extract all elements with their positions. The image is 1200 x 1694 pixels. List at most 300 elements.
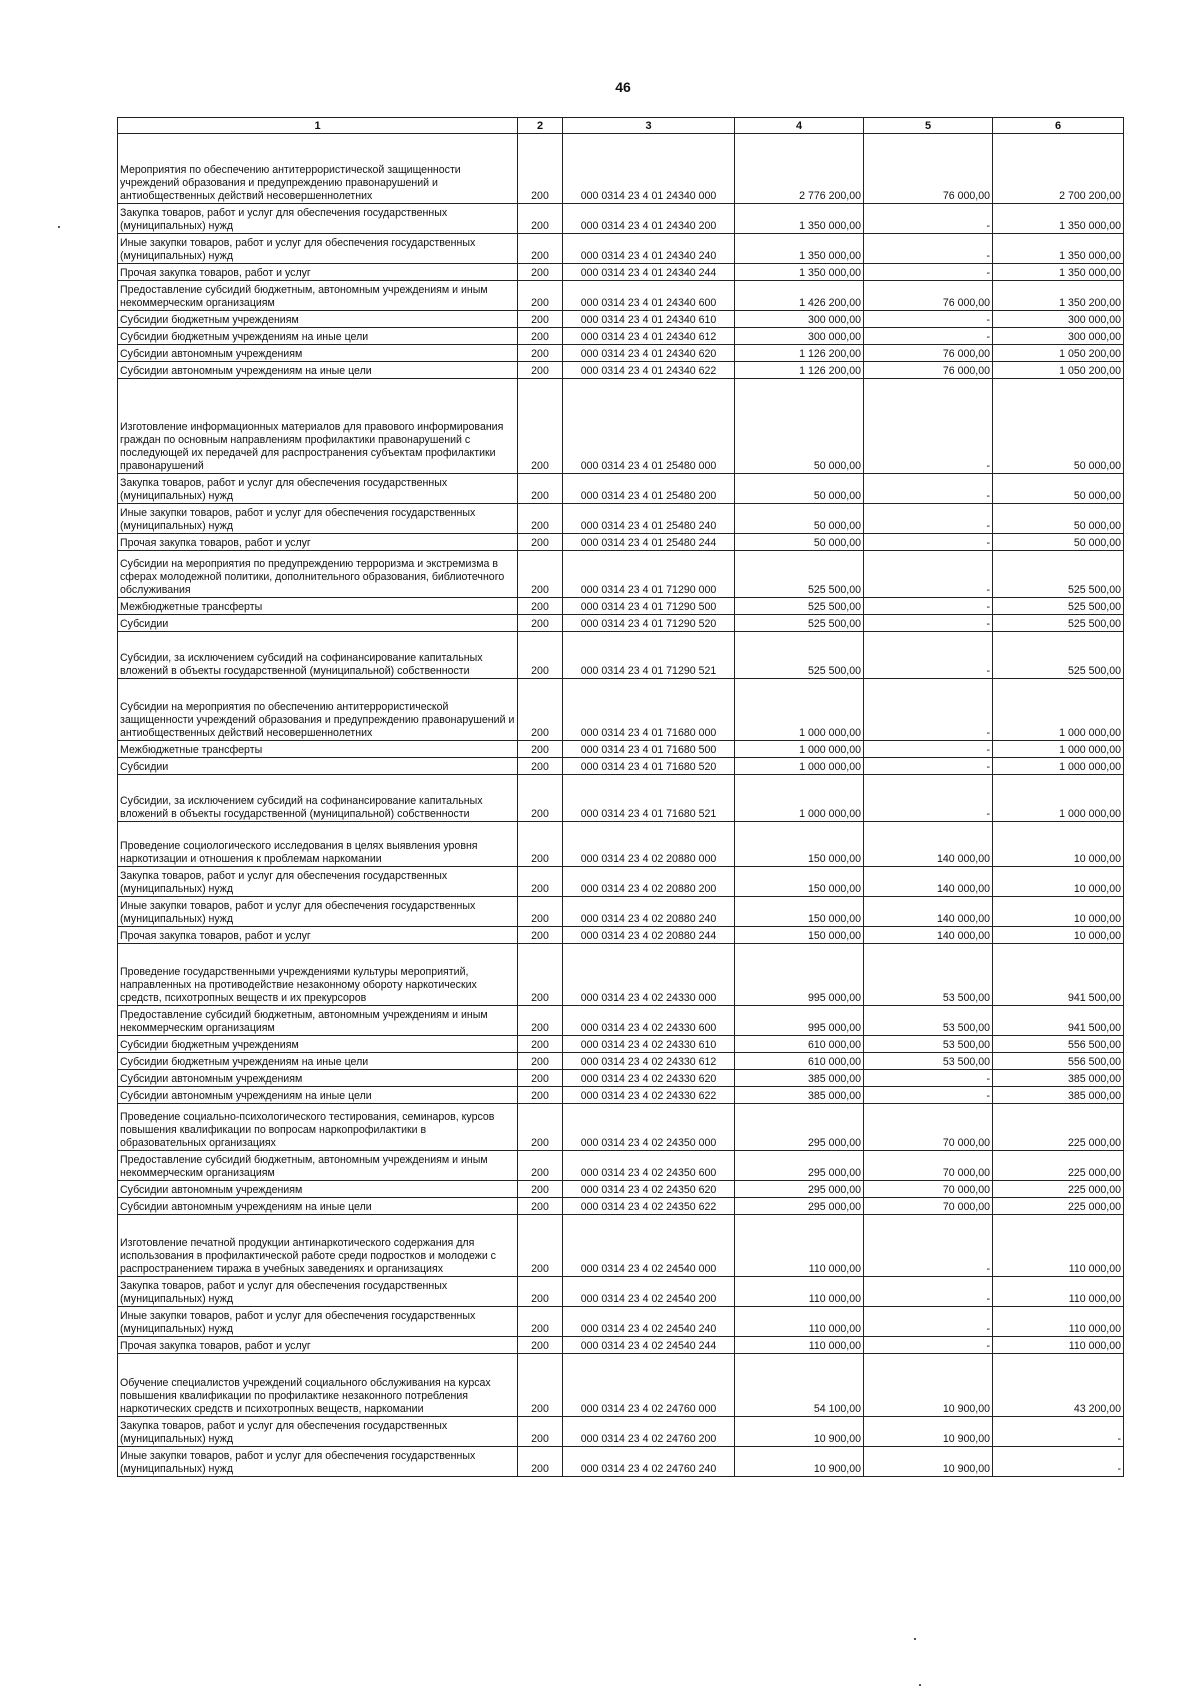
executed-amount-cell: 10 900,00 xyxy=(864,1417,993,1447)
item-name-cell: Межбюджетные трансферты xyxy=(118,598,518,615)
approved-amount-cell: 50 000,00 xyxy=(735,379,864,474)
line-code-cell: 200 xyxy=(518,311,563,328)
table-row xyxy=(118,1277,1124,1307)
executed-amount-cell: 140 000,00 xyxy=(864,897,993,927)
table-row xyxy=(118,1215,1124,1277)
executed-amount-cell: 10 900,00 xyxy=(864,1354,993,1417)
line-code-cell: 200 xyxy=(518,281,563,311)
remaining-amount-cell: 10 000,00 xyxy=(993,897,1124,927)
remaining-amount-cell: 110 000,00 xyxy=(993,1277,1124,1307)
table-row xyxy=(118,379,1124,474)
column-header-1: 1 xyxy=(118,118,518,134)
table-row xyxy=(118,1151,1124,1181)
column-header-5: 5 xyxy=(864,118,993,134)
item-name-cell: Прочая закупка товаров, работ и услуг xyxy=(118,534,518,551)
header-row xyxy=(118,118,1124,134)
executed-amount-cell: - xyxy=(864,758,993,775)
executed-amount-cell: - xyxy=(864,632,993,679)
item-name-cell: Проведение государственными учреждениями культуры мероприятий, направленных на противодействие незаконному обороту наркотических средств, психотропных веществ и их прекурсоров xyxy=(118,944,518,1006)
executed-amount-cell: - xyxy=(864,679,993,741)
table-row xyxy=(118,897,1124,927)
executed-amount-cell: 76 000,00 xyxy=(864,362,993,379)
table-row xyxy=(118,944,1124,1006)
budget-code-cell: 000 0314 23 4 01 71290 500 xyxy=(563,598,735,615)
table-row xyxy=(118,204,1124,234)
remaining-amount-cell: 225 000,00 xyxy=(993,1104,1124,1151)
remaining-amount-cell: - xyxy=(993,1447,1124,1477)
approved-amount-cell: 110 000,00 xyxy=(735,1307,864,1337)
approved-amount-cell: 385 000,00 xyxy=(735,1070,864,1087)
executed-amount-cell: - xyxy=(864,234,993,264)
executed-amount-cell: - xyxy=(864,1215,993,1277)
scan-speck xyxy=(914,1638,916,1640)
approved-amount-cell: 110 000,00 xyxy=(735,1277,864,1307)
line-code-cell: 200 xyxy=(518,345,563,362)
remaining-amount-cell: 385 000,00 xyxy=(993,1087,1124,1104)
budget-code-cell: 000 0314 23 4 02 24540 200 xyxy=(563,1277,735,1307)
approved-amount-cell: 110 000,00 xyxy=(735,1215,864,1277)
line-code-cell: 200 xyxy=(518,1277,563,1307)
executed-amount-cell: - xyxy=(864,741,993,758)
line-code-cell: 200 xyxy=(518,204,563,234)
table-row xyxy=(118,311,1124,328)
executed-amount-cell: - xyxy=(864,264,993,281)
item-name-cell: Закупка товаров, работ и услуг для обеспечения государственных (муниципальных) нужд xyxy=(118,474,518,504)
line-code-cell: 200 xyxy=(518,1053,563,1070)
table-row xyxy=(118,1447,1124,1477)
remaining-amount-cell: 50 000,00 xyxy=(993,504,1124,534)
budget-code-cell: 000 0314 23 4 02 20880 240 xyxy=(563,897,735,927)
item-name-cell: Субсидии, за исключением субсидий на софинансирование капитальных вложений в объекты государственной (муниципальной) собственности xyxy=(118,632,518,679)
remaining-amount-cell: 10 000,00 xyxy=(993,867,1124,897)
item-name-cell: Проведение социально-психологического тестирования, семинаров, курсов повышения квалификации по вопросам наркопрофилактики в образовательных организациях xyxy=(118,1104,518,1151)
remaining-amount-cell: 110 000,00 xyxy=(993,1215,1124,1277)
table-row xyxy=(118,1006,1124,1036)
line-code-cell: 200 xyxy=(518,234,563,264)
budget-code-cell: 000 0314 23 4 02 20880 000 xyxy=(563,822,735,867)
budget-code-cell: 000 0314 23 4 02 24540 000 xyxy=(563,1215,735,1277)
item-name-cell: Прочая закупка товаров, работ и услуг xyxy=(118,264,518,281)
budget-table xyxy=(117,117,1124,1477)
item-name-cell: Межбюджетные трансферты xyxy=(118,741,518,758)
executed-amount-cell: - xyxy=(864,379,993,474)
remaining-amount-cell: 110 000,00 xyxy=(993,1307,1124,1337)
item-name-cell: Субсидии автономным учреждениям xyxy=(118,1181,518,1198)
line-code-cell: 200 xyxy=(518,504,563,534)
budget-code-cell: 000 0314 23 4 01 24340 600 xyxy=(563,281,735,311)
remaining-amount-cell: 1 350 000,00 xyxy=(993,234,1124,264)
line-code-cell: 200 xyxy=(518,1151,563,1181)
item-name-cell: Прочая закупка товаров, работ и услуг xyxy=(118,927,518,944)
line-code-cell: 200 xyxy=(518,362,563,379)
scan-speck xyxy=(58,226,60,228)
remaining-amount-cell: 2 700 200,00 xyxy=(993,134,1124,204)
line-code-cell: 200 xyxy=(518,679,563,741)
budget-code-cell: 000 0314 23 4 01 71290 520 xyxy=(563,615,735,632)
budget-code-cell: 000 0314 23 4 01 71680 000 xyxy=(563,679,735,741)
budget-code-cell: 000 0314 23 4 01 24340 244 xyxy=(563,264,735,281)
column-header-3: 3 xyxy=(563,118,735,134)
table-row xyxy=(118,822,1124,867)
executed-amount-cell: - xyxy=(864,204,993,234)
approved-amount-cell: 295 000,00 xyxy=(735,1151,864,1181)
table-row xyxy=(118,867,1124,897)
budget-code-cell: 000 0314 23 4 01 24340 610 xyxy=(563,311,735,328)
table-row xyxy=(118,758,1124,775)
executed-amount-cell: 76 000,00 xyxy=(864,134,993,204)
executed-amount-cell: 76 000,00 xyxy=(864,345,993,362)
table-row xyxy=(118,741,1124,758)
table-row xyxy=(118,1354,1124,1417)
executed-amount-cell: 53 500,00 xyxy=(864,1053,993,1070)
approved-amount-cell: 2 776 200,00 xyxy=(735,134,864,204)
remaining-amount-cell: 1 350 000,00 xyxy=(993,204,1124,234)
remaining-amount-cell: 1 050 200,00 xyxy=(993,345,1124,362)
item-name-cell: Субсидии на мероприятия по предупреждению терроризма и экстремизма в сферах молодежной политики, дополнительного образования, библиотечного обслуживания xyxy=(118,551,518,598)
executed-amount-cell: 76 000,00 xyxy=(864,281,993,311)
budget-code-cell: 000 0314 23 4 02 24540 240 xyxy=(563,1307,735,1337)
remaining-amount-cell: 300 000,00 xyxy=(993,311,1124,328)
line-code-cell: 200 xyxy=(518,615,563,632)
item-name-cell: Закупка товаров, работ и услуг для обеспечения государственных (муниципальных) нужд xyxy=(118,1417,518,1447)
item-name-cell: Изготовление печатной продукции антинаркотического содержания для использования в профилактической работе среди подростков и молодежи с распространением тиража в учебных заведениях и организациях xyxy=(118,1215,518,1277)
remaining-amount-cell: 1 350 200,00 xyxy=(993,281,1124,311)
executed-amount-cell: 53 500,00 xyxy=(864,1006,993,1036)
approved-amount-cell: 295 000,00 xyxy=(735,1181,864,1198)
remaining-amount-cell: 10 000,00 xyxy=(993,927,1124,944)
remaining-amount-cell: 225 000,00 xyxy=(993,1151,1124,1181)
budget-code-cell: 000 0314 23 4 02 24330 612 xyxy=(563,1053,735,1070)
item-name-cell: Проведение социологического исследования в целях выявления уровня наркотизации и отношения к проблемам наркомании xyxy=(118,822,518,867)
line-code-cell: 200 xyxy=(518,1417,563,1447)
table-row xyxy=(118,1198,1124,1215)
approved-amount-cell: 525 500,00 xyxy=(735,615,864,632)
line-code-cell: 200 xyxy=(518,632,563,679)
item-name-cell: Закупка товаров, работ и услуг для обеспечения государственных (муниципальных) нужд xyxy=(118,867,518,897)
approved-amount-cell: 1 126 200,00 xyxy=(735,345,864,362)
remaining-amount-cell: 556 500,00 xyxy=(993,1036,1124,1053)
budget-code-cell: 000 0314 23 4 01 71680 520 xyxy=(563,758,735,775)
budget-code-cell: 000 0314 23 4 01 71680 500 xyxy=(563,741,735,758)
approved-amount-cell: 1 350 000,00 xyxy=(735,234,864,264)
table-row xyxy=(118,551,1124,598)
executed-amount-cell: - xyxy=(864,504,993,534)
executed-amount-cell: - xyxy=(864,615,993,632)
remaining-amount-cell: 50 000,00 xyxy=(993,379,1124,474)
table-row xyxy=(118,234,1124,264)
budget-code-cell: 000 0314 23 4 01 71680 521 xyxy=(563,775,735,822)
remaining-amount-cell: 525 500,00 xyxy=(993,632,1124,679)
executed-amount-cell: 10 900,00 xyxy=(864,1447,993,1477)
approved-amount-cell: 50 000,00 xyxy=(735,474,864,504)
executed-amount-cell: - xyxy=(864,1070,993,1087)
item-name-cell: Иные закупки товаров, работ и услуг для обеспечения государственных (муниципальных) нужд xyxy=(118,234,518,264)
remaining-amount-cell: 556 500,00 xyxy=(993,1053,1124,1070)
approved-amount-cell: 385 000,00 xyxy=(735,1087,864,1104)
remaining-amount-cell: 110 000,00 xyxy=(993,1337,1124,1354)
line-code-cell: 200 xyxy=(518,1337,563,1354)
line-code-cell: 200 xyxy=(518,1006,563,1036)
line-code-cell: 200 xyxy=(518,1087,563,1104)
executed-amount-cell: 70 000,00 xyxy=(864,1104,993,1151)
item-name-cell: Закупка товаров, работ и услуг для обеспечения государственных (муниципальных) нужд xyxy=(118,204,518,234)
remaining-amount-cell: 10 000,00 xyxy=(993,822,1124,867)
item-name-cell: Субсидии бюджетным учреждениям xyxy=(118,311,518,328)
table-row xyxy=(118,775,1124,822)
budget-code-cell: 000 0314 23 4 01 24340 622 xyxy=(563,362,735,379)
approved-amount-cell: 300 000,00 xyxy=(735,311,864,328)
line-code-cell: 200 xyxy=(518,1215,563,1277)
table-row xyxy=(118,345,1124,362)
line-code-cell: 200 xyxy=(518,551,563,598)
line-code-cell: 200 xyxy=(518,944,563,1006)
approved-amount-cell: 150 000,00 xyxy=(735,822,864,867)
budget-code-cell: 000 0314 23 4 01 25480 200 xyxy=(563,474,735,504)
budget-code-cell: 000 0314 23 4 02 20880 244 xyxy=(563,927,735,944)
budget-code-cell: 000 0314 23 4 02 24350 000 xyxy=(563,1104,735,1151)
line-code-cell: 200 xyxy=(518,264,563,281)
remaining-amount-cell: 941 500,00 xyxy=(993,944,1124,1006)
table-row xyxy=(118,362,1124,379)
item-name-cell: Субсидии xyxy=(118,758,518,775)
budget-code-cell: 000 0314 23 4 02 20880 200 xyxy=(563,867,735,897)
column-header-4: 4 xyxy=(735,118,864,134)
line-code-cell: 200 xyxy=(518,897,563,927)
remaining-amount-cell: 300 000,00 xyxy=(993,328,1124,345)
executed-amount-cell: - xyxy=(864,1307,993,1337)
budget-code-cell: 000 0314 23 4 01 71290 521 xyxy=(563,632,735,679)
item-name-cell: Закупка товаров, работ и услуг для обеспечения государственных (муниципальных) нужд xyxy=(118,1277,518,1307)
executed-amount-cell: 140 000,00 xyxy=(864,927,993,944)
table-row xyxy=(118,1307,1124,1337)
approved-amount-cell: 525 500,00 xyxy=(735,632,864,679)
line-code-cell: 200 xyxy=(518,328,563,345)
approved-amount-cell: 54 100,00 xyxy=(735,1354,864,1417)
table-row xyxy=(118,328,1124,345)
executed-amount-cell: 53 500,00 xyxy=(864,944,993,1006)
remaining-amount-cell: - xyxy=(993,1417,1124,1447)
item-name-cell: Субсидии на мероприятия по обеспечению антитеррористической защищенности учреждений образования и предупреждению правонарушений и антиобщественных действий несовершеннолетних xyxy=(118,679,518,741)
budget-code-cell: 000 0314 23 4 01 25480 244 xyxy=(563,534,735,551)
remaining-amount-cell: 1 000 000,00 xyxy=(993,679,1124,741)
approved-amount-cell: 150 000,00 xyxy=(735,867,864,897)
line-code-cell: 200 xyxy=(518,867,563,897)
item-name-cell: Прочая закупка товаров, работ и услуг xyxy=(118,1337,518,1354)
approved-amount-cell: 610 000,00 xyxy=(735,1036,864,1053)
budget-code-cell: 000 0314 23 4 02 24760 000 xyxy=(563,1354,735,1417)
line-code-cell: 200 xyxy=(518,1104,563,1151)
remaining-amount-cell: 43 200,00 xyxy=(993,1354,1124,1417)
item-name-cell: Предоставление субсидий бюджетным, автономным учреждениям и иным некоммерческим организациям xyxy=(118,1151,518,1181)
table-row xyxy=(118,615,1124,632)
budget-code-cell: 000 0314 23 4 02 24330 600 xyxy=(563,1006,735,1036)
line-code-cell: 200 xyxy=(518,741,563,758)
approved-amount-cell: 110 000,00 xyxy=(735,1337,864,1354)
executed-amount-cell: 70 000,00 xyxy=(864,1181,993,1198)
item-name-cell: Обучение специалистов учреждений социального обслуживания на курсах повышения квалификации по профилактике незаконного потребления наркотических средств и психотропных веществ, наркомании xyxy=(118,1354,518,1417)
executed-amount-cell: - xyxy=(864,775,993,822)
approved-amount-cell: 525 500,00 xyxy=(735,551,864,598)
budget-code-cell: 000 0314 23 4 01 24340 240 xyxy=(563,234,735,264)
item-name-cell: Субсидии xyxy=(118,615,518,632)
remaining-amount-cell: 50 000,00 xyxy=(993,474,1124,504)
budget-code-cell: 000 0314 23 4 02 24350 622 xyxy=(563,1198,735,1215)
table-row xyxy=(118,534,1124,551)
scan-speck xyxy=(919,1684,921,1686)
approved-amount-cell: 1 126 200,00 xyxy=(735,362,864,379)
approved-amount-cell: 10 900,00 xyxy=(735,1447,864,1477)
budget-code-cell: 000 0314 23 4 01 24340 000 xyxy=(563,134,735,204)
approved-amount-cell: 1 350 000,00 xyxy=(735,264,864,281)
line-code-cell: 200 xyxy=(518,534,563,551)
budget-code-cell: 000 0314 23 4 01 24340 612 xyxy=(563,328,735,345)
executed-amount-cell: - xyxy=(864,1337,993,1354)
budget-code-cell: 000 0314 23 4 02 24540 244 xyxy=(563,1337,735,1354)
approved-amount-cell: 1 000 000,00 xyxy=(735,679,864,741)
budget-code-cell: 000 0314 23 4 02 24330 620 xyxy=(563,1070,735,1087)
table-row xyxy=(118,1181,1124,1198)
remaining-amount-cell: 525 500,00 xyxy=(993,615,1124,632)
table-row xyxy=(118,679,1124,741)
executed-amount-cell: 53 500,00 xyxy=(864,1036,993,1053)
remaining-amount-cell: 1 350 000,00 xyxy=(993,264,1124,281)
approved-amount-cell: 150 000,00 xyxy=(735,897,864,927)
line-code-cell: 200 xyxy=(518,1181,563,1198)
executed-amount-cell: 70 000,00 xyxy=(864,1198,993,1215)
item-name-cell: Иные закупки товаров, работ и услуг для обеспечения государственных (муниципальных) нужд xyxy=(118,504,518,534)
item-name-cell: Иные закупки товаров, работ и услуг для обеспечения государственных (муниципальных) нужд xyxy=(118,1307,518,1337)
item-name-cell: Иные закупки товаров, работ и услуг для обеспечения государственных (муниципальных) нужд xyxy=(118,1447,518,1477)
remaining-amount-cell: 525 500,00 xyxy=(993,598,1124,615)
line-code-cell: 200 xyxy=(518,379,563,474)
budget-code-cell: 000 0314 23 4 01 71290 000 xyxy=(563,551,735,598)
table-row xyxy=(118,1036,1124,1053)
item-name-cell: Субсидии бюджетным учреждениям xyxy=(118,1036,518,1053)
line-code-cell: 200 xyxy=(518,1070,563,1087)
budget-code-cell: 000 0314 23 4 02 24330 610 xyxy=(563,1036,735,1053)
executed-amount-cell: - xyxy=(864,474,993,504)
item-name-cell: Субсидии автономным учреждениям на иные цели xyxy=(118,362,518,379)
remaining-amount-cell: 525 500,00 xyxy=(993,551,1124,598)
table-row xyxy=(118,474,1124,504)
executed-amount-cell: 140 000,00 xyxy=(864,822,993,867)
remaining-amount-cell: 1 000 000,00 xyxy=(993,741,1124,758)
executed-amount-cell: - xyxy=(864,1277,993,1307)
budget-code-cell: 000 0314 23 4 02 24350 620 xyxy=(563,1181,735,1198)
approved-amount-cell: 1 426 200,00 xyxy=(735,281,864,311)
approved-amount-cell: 1 000 000,00 xyxy=(735,758,864,775)
table-row xyxy=(118,927,1124,944)
approved-amount-cell: 610 000,00 xyxy=(735,1053,864,1070)
table-row xyxy=(118,1087,1124,1104)
item-name-cell: Субсидии автономным учреждениям xyxy=(118,345,518,362)
item-name-cell: Субсидии бюджетным учреждениям на иные цели xyxy=(118,1053,518,1070)
table-row xyxy=(118,504,1124,534)
table-row xyxy=(118,598,1124,615)
table-row xyxy=(118,632,1124,679)
remaining-amount-cell: 1 050 200,00 xyxy=(993,362,1124,379)
table-row xyxy=(118,1337,1124,1354)
executed-amount-cell: 140 000,00 xyxy=(864,867,993,897)
budget-code-cell: 000 0314 23 4 02 24330 622 xyxy=(563,1087,735,1104)
line-code-cell: 200 xyxy=(518,598,563,615)
approved-amount-cell: 300 000,00 xyxy=(735,328,864,345)
budget-code-cell: 000 0314 23 4 01 25480 000 xyxy=(563,379,735,474)
table-row xyxy=(118,1417,1124,1447)
item-name-cell: Предоставление субсидий бюджетным, автономным учреждениям и иным некоммерческим организациям xyxy=(118,281,518,311)
approved-amount-cell: 10 900,00 xyxy=(735,1417,864,1447)
table-row xyxy=(118,281,1124,311)
column-header-6: 6 xyxy=(993,118,1124,134)
table-row xyxy=(118,1070,1124,1087)
item-name-cell: Субсидии бюджетным учреждениям на иные цели xyxy=(118,328,518,345)
line-code-cell: 200 xyxy=(518,1198,563,1215)
remaining-amount-cell: 941 500,00 xyxy=(993,1006,1124,1036)
executed-amount-cell: - xyxy=(864,551,993,598)
remaining-amount-cell: 385 000,00 xyxy=(993,1070,1124,1087)
item-name-cell: Мероприятия по обеспечению антитеррористической защищенности учреждений образования и предупреждению правонарушений и антиобщественных действий несовершеннолетних xyxy=(118,134,518,204)
item-name-cell: Иные закупки товаров, работ и услуг для обеспечения государственных (муниципальных) нужд xyxy=(118,897,518,927)
approved-amount-cell: 295 000,00 xyxy=(735,1104,864,1151)
item-name-cell: Изготовление информационных материалов для правового информирования граждан по основным направлениям профилактики правонарушений с последующей их передачей для распространения субъектам профилактики правонарушений xyxy=(118,379,518,474)
line-code-cell: 200 xyxy=(518,927,563,944)
line-code-cell: 200 xyxy=(518,822,563,867)
approved-amount-cell: 995 000,00 xyxy=(735,1006,864,1036)
line-code-cell: 200 xyxy=(518,1354,563,1417)
executed-amount-cell: - xyxy=(864,598,993,615)
page-number: 46 xyxy=(615,79,631,95)
budget-code-cell: 000 0314 23 4 01 25480 240 xyxy=(563,504,735,534)
approved-amount-cell: 50 000,00 xyxy=(735,534,864,551)
remaining-amount-cell: 50 000,00 xyxy=(993,534,1124,551)
item-name-cell: Субсидии автономным учреждениям xyxy=(118,1070,518,1087)
executed-amount-cell: 70 000,00 xyxy=(864,1151,993,1181)
line-code-cell: 200 xyxy=(518,1036,563,1053)
item-name-cell: Субсидии автономным учреждениям на иные цели xyxy=(118,1087,518,1104)
line-code-cell: 200 xyxy=(518,1447,563,1477)
budget-code-cell: 000 0314 23 4 01 24340 200 xyxy=(563,204,735,234)
approved-amount-cell: 150 000,00 xyxy=(735,927,864,944)
executed-amount-cell: - xyxy=(864,311,993,328)
budget-code-cell: 000 0314 23 4 02 24760 240 xyxy=(563,1447,735,1477)
item-name-cell: Субсидии, за исключением субсидий на софинансирование капитальных вложений в объекты государственной (муниципальной) собственности xyxy=(118,775,518,822)
table-row xyxy=(118,1104,1124,1151)
line-code-cell: 200 xyxy=(518,758,563,775)
remaining-amount-cell: 225 000,00 xyxy=(993,1198,1124,1215)
line-code-cell: 200 xyxy=(518,474,563,504)
executed-amount-cell: - xyxy=(864,1087,993,1104)
approved-amount-cell: 1 000 000,00 xyxy=(735,775,864,822)
line-code-cell: 200 xyxy=(518,775,563,822)
executed-amount-cell: - xyxy=(864,328,993,345)
table-body xyxy=(118,134,1124,1477)
approved-amount-cell: 1 350 000,00 xyxy=(735,204,864,234)
approved-amount-cell: 1 000 000,00 xyxy=(735,741,864,758)
table-row xyxy=(118,264,1124,281)
budget-code-cell: 000 0314 23 4 02 24350 600 xyxy=(563,1151,735,1181)
line-code-cell: 200 xyxy=(518,1307,563,1337)
remaining-amount-cell: 1 000 000,00 xyxy=(993,758,1124,775)
table-row xyxy=(118,1053,1124,1070)
table-row xyxy=(118,134,1124,204)
approved-amount-cell: 50 000,00 xyxy=(735,504,864,534)
remaining-amount-cell: 225 000,00 xyxy=(993,1181,1124,1198)
item-name-cell: Предоставление субсидий бюджетным, автономным учреждениям и иным некоммерческим организациям xyxy=(118,1006,518,1036)
executed-amount-cell: - xyxy=(864,534,993,551)
budget-code-cell: 000 0314 23 4 01 24340 620 xyxy=(563,345,735,362)
column-header-2: 2 xyxy=(518,118,563,134)
item-name-cell: Субсидии автономным учреждениям на иные цели xyxy=(118,1198,518,1215)
